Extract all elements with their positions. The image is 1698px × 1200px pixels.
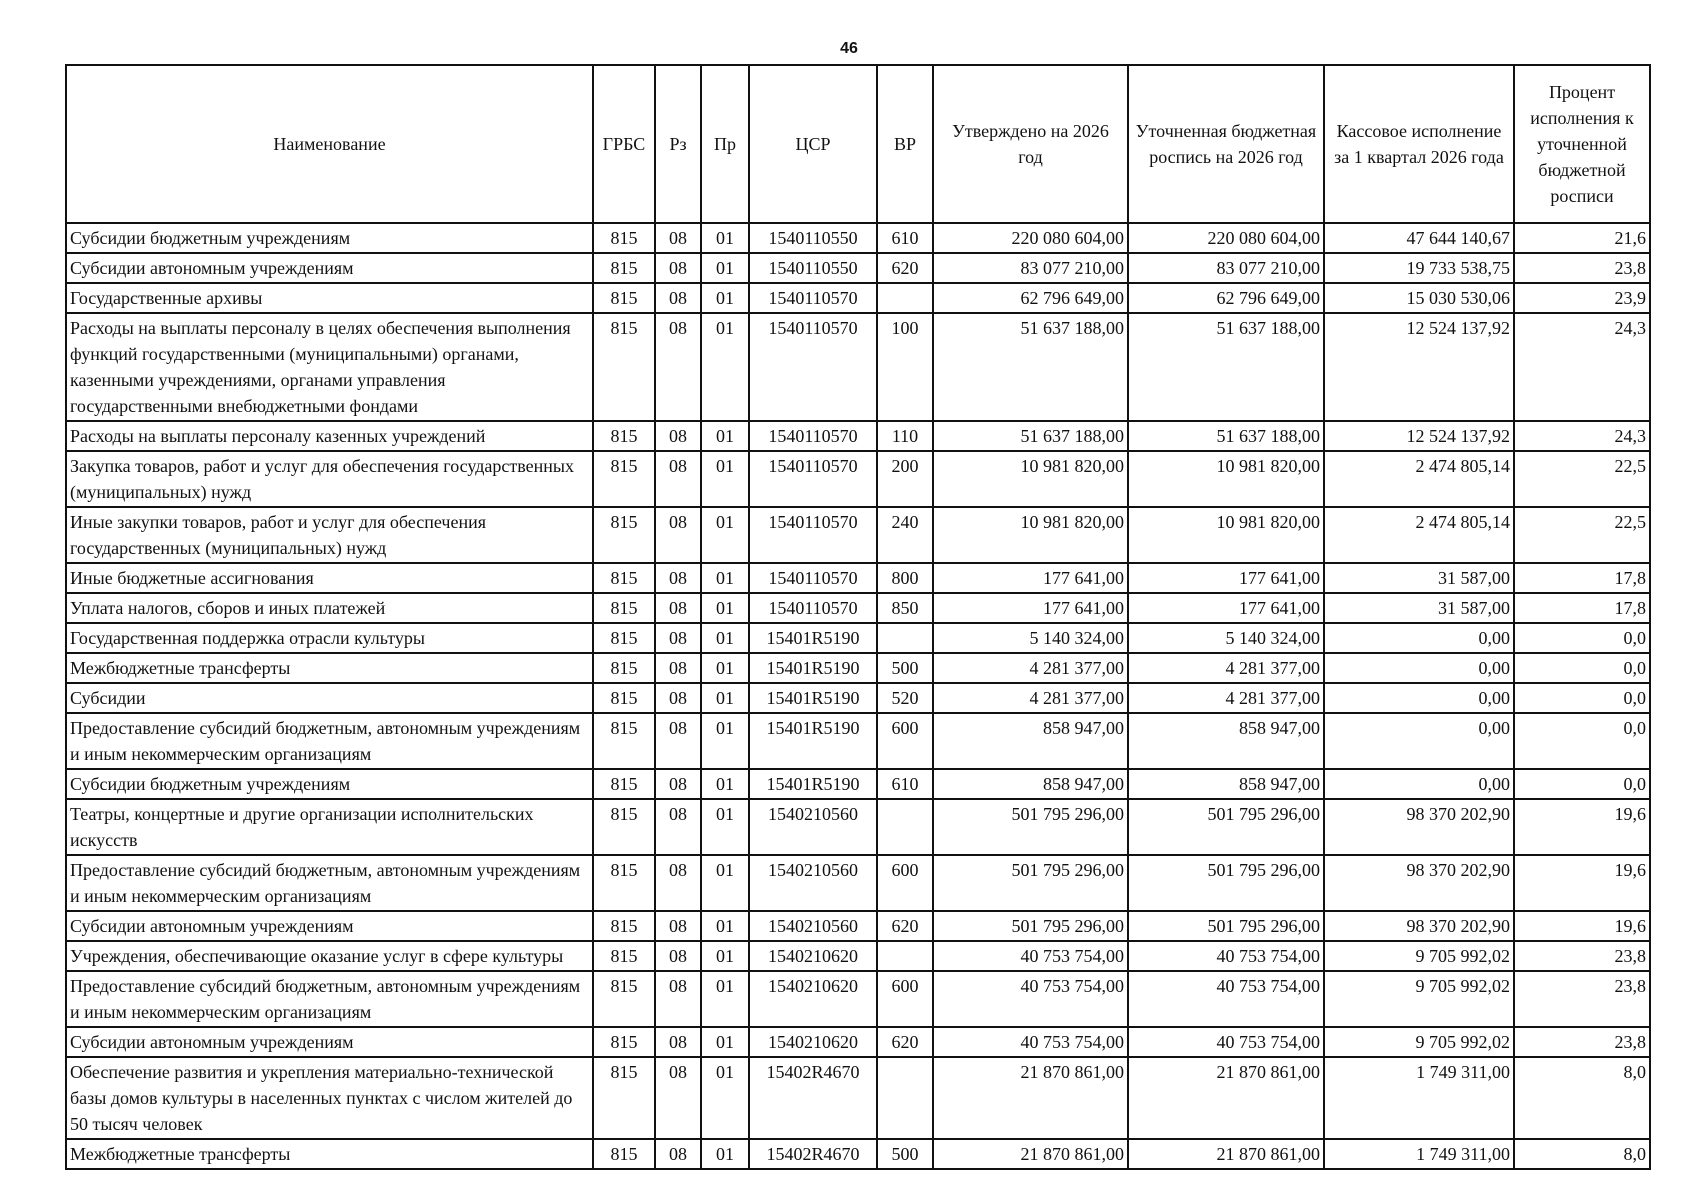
cell-csr: 1540110570 [749,283,877,313]
cell-refined: 40 753 754,00 [1128,971,1324,1027]
cell-rz: 08 [655,623,701,653]
cell-csr: 1540110570 [749,563,877,593]
cell-rz: 08 [655,1139,701,1169]
cell-refined: 177 641,00 [1128,593,1324,623]
cell-vr: 620 [877,253,933,283]
cell-name: Субсидии бюджетным учреждениям [66,223,593,253]
cell-refined: 21 870 861,00 [1128,1139,1324,1169]
table-row [66,253,1650,283]
table-row [66,653,1650,683]
cell-grbs: 815 [593,769,655,799]
cell-approved: 40 753 754,00 [933,941,1128,971]
budget-execution-table [65,64,1651,1170]
table-row [66,855,1650,911]
cell-grbs: 815 [593,283,655,313]
cell-grbs: 815 [593,313,655,421]
cell-rz: 08 [655,507,701,563]
cell-percent: 23,8 [1514,971,1650,1027]
page-number: 46 [840,40,858,57]
cell-grbs: 815 [593,799,655,855]
cell-rz: 08 [655,283,701,313]
cell-rz: 08 [655,911,701,941]
header-rz: Рз [655,65,701,223]
cell-executed: 0,00 [1324,653,1514,683]
cell-rz: 08 [655,683,701,713]
cell-grbs: 815 [593,451,655,507]
cell-vr: 600 [877,713,933,769]
cell-name: Театры, концертные и другие организации исполнительских искусств [66,799,593,855]
cell-rz: 08 [655,223,701,253]
cell-grbs: 815 [593,623,655,653]
cell-grbs: 815 [593,855,655,911]
cell-name: Обеспечение развития и укрепления материально-технической базы домов культуры в населенных пунктах с числом жителей до 50 тысяч человек [66,1057,593,1139]
cell-pr: 01 [701,911,749,941]
cell-grbs: 815 [593,593,655,623]
cell-percent: 23,8 [1514,1027,1650,1057]
cell-pr: 01 [701,713,749,769]
cell-refined: 40 753 754,00 [1128,1027,1324,1057]
cell-grbs: 815 [593,653,655,683]
cell-grbs: 815 [593,563,655,593]
cell-pr: 01 [701,451,749,507]
cell-rz: 08 [655,713,701,769]
cell-name: Закупка товаров, работ и услуг для обеспечения государственных (муниципальных) нужд [66,451,593,507]
cell-pr: 01 [701,971,749,1027]
cell-executed: 9 705 992,02 [1324,941,1514,971]
cell-grbs: 815 [593,253,655,283]
cell-vr: 610 [877,769,933,799]
cell-grbs: 815 [593,507,655,563]
cell-percent: 19,6 [1514,911,1650,941]
cell-approved: 10 981 820,00 [933,451,1128,507]
cell-grbs: 815 [593,941,655,971]
cell-pr: 01 [701,593,749,623]
header-approved: Утверждено на 2026 год [933,65,1128,223]
cell-refined: 4 281 377,00 [1128,683,1324,713]
cell-executed: 98 370 202,90 [1324,855,1514,911]
cell-vr: 600 [877,855,933,911]
cell-name: Расходы на выплаты персоналу в целях обеспечения выполнения функций государственными (муниципальными) органами, казенными учреждениями, органами управления государственными внебюджетными фондами [66,313,593,421]
cell-percent: 24,3 [1514,313,1650,421]
cell-executed: 98 370 202,90 [1324,799,1514,855]
cell-rz: 08 [655,1027,701,1057]
cell-approved: 21 870 861,00 [933,1139,1128,1169]
cell-pr: 01 [701,653,749,683]
cell-percent: 0,0 [1514,713,1650,769]
header-refined: Уточненная бюджетная роспись на 2026 год [1128,65,1324,223]
cell-rz: 08 [655,253,701,283]
cell-name: Предоставление субсидий бюджетным, автономным учреждениям и иным некоммерческим организациям [66,855,593,911]
cell-rz: 08 [655,653,701,683]
cell-grbs: 815 [593,1139,655,1169]
cell-pr: 01 [701,283,749,313]
cell-executed: 9 705 992,02 [1324,971,1514,1027]
cell-vr: 800 [877,563,933,593]
cell-refined: 501 795 296,00 [1128,799,1324,855]
cell-executed: 0,00 [1324,683,1514,713]
table-row [66,1057,1650,1139]
cell-rz: 08 [655,855,701,911]
cell-refined: 40 753 754,00 [1128,941,1324,971]
cell-approved: 501 795 296,00 [933,799,1128,855]
table-body [66,223,1650,1169]
cell-approved: 83 077 210,00 [933,253,1128,283]
cell-name: Иные закупки товаров, работ и услуг для обеспечения государственных (муниципальных) нужд [66,507,593,563]
cell-grbs: 815 [593,911,655,941]
header-executed: Кассовое исполнение за 1 квартал 2026 года [1324,65,1514,223]
cell-grbs: 815 [593,421,655,451]
cell-csr: 1540210620 [749,971,877,1027]
cell-name: Расходы на выплаты персоналу казенных учреждений [66,421,593,451]
table-row [66,283,1650,313]
cell-percent: 22,5 [1514,451,1650,507]
table-row [66,313,1650,421]
cell-vr: 200 [877,451,933,507]
cell-pr: 01 [701,855,749,911]
table-row [66,683,1650,713]
cell-pr: 01 [701,313,749,421]
cell-refined: 10 981 820,00 [1128,451,1324,507]
cell-pr: 01 [701,683,749,713]
cell-rz: 08 [655,313,701,421]
cell-rz: 08 [655,769,701,799]
table-row [66,507,1650,563]
cell-percent: 24,3 [1514,421,1650,451]
table-row [66,593,1650,623]
cell-refined: 62 796 649,00 [1128,283,1324,313]
cell-rz: 08 [655,1057,701,1139]
cell-refined: 21 870 861,00 [1128,1057,1324,1139]
cell-approved: 21 870 861,00 [933,1057,1128,1139]
table-row [66,799,1650,855]
cell-name: Субсидии автономным учреждениям [66,911,593,941]
cell-csr: 1540110570 [749,451,877,507]
cell-name: Межбюджетные трансферты [66,653,593,683]
cell-name: Учреждения, обеспечивающие оказание услуг в сфере культуры [66,941,593,971]
cell-name: Иные бюджетные ассигнования [66,563,593,593]
cell-vr: 110 [877,421,933,451]
header-csr: ЦСР [749,65,877,223]
cell-name: Субсидии автономным учреждениям [66,1027,593,1057]
cell-vr [877,799,933,855]
cell-approved: 40 753 754,00 [933,1027,1128,1057]
cell-csr: 1540210560 [749,911,877,941]
cell-pr: 01 [701,421,749,451]
cell-percent: 19,6 [1514,855,1650,911]
cell-name: Уплата налогов, сборов и иных платежей [66,593,593,623]
cell-rz: 08 [655,971,701,1027]
cell-executed: 0,00 [1324,623,1514,653]
cell-name: Государственная поддержка отрасли культуры [66,623,593,653]
cell-rz: 08 [655,451,701,507]
cell-vr [877,623,933,653]
cell-pr: 01 [701,507,749,563]
cell-executed: 2 474 805,14 [1324,507,1514,563]
cell-executed: 1 749 311,00 [1324,1057,1514,1139]
cell-grbs: 815 [593,713,655,769]
cell-approved: 177 641,00 [933,593,1128,623]
cell-percent: 17,8 [1514,593,1650,623]
cell-grbs: 815 [593,971,655,1027]
cell-rz: 08 [655,563,701,593]
table-row [66,1027,1650,1057]
cell-name: Субсидии бюджетным учреждениям [66,769,593,799]
cell-percent: 21,6 [1514,223,1650,253]
table-row [66,769,1650,799]
cell-csr: 15401R5190 [749,683,877,713]
cell-refined: 51 637 188,00 [1128,421,1324,451]
cell-percent: 0,0 [1514,653,1650,683]
cell-grbs: 815 [593,1027,655,1057]
cell-percent: 22,5 [1514,507,1650,563]
table-row [66,941,1650,971]
cell-refined: 177 641,00 [1128,563,1324,593]
cell-executed: 1 749 311,00 [1324,1139,1514,1169]
cell-csr: 15401R5190 [749,713,877,769]
cell-csr: 1540210620 [749,1027,877,1057]
cell-executed: 15 030 530,06 [1324,283,1514,313]
cell-vr: 850 [877,593,933,623]
cell-name: Субсидии [66,683,593,713]
cell-percent: 0,0 [1514,623,1650,653]
cell-vr: 620 [877,911,933,941]
cell-csr: 1540110550 [749,223,877,253]
cell-pr: 01 [701,623,749,653]
cell-percent: 23,8 [1514,253,1650,283]
cell-name: Межбюджетные трансферты [66,1139,593,1169]
cell-percent: 17,8 [1514,563,1650,593]
cell-vr: 520 [877,683,933,713]
cell-approved: 501 795 296,00 [933,911,1128,941]
header-percent: Процент исполнения к уточненной бюджетной росписи [1514,65,1650,223]
cell-percent: 0,0 [1514,683,1650,713]
cell-approved: 858 947,00 [933,713,1128,769]
cell-name: Предоставление субсидий бюджетным, автономным учреждениям и иным некоммерческим организациям [66,713,593,769]
cell-pr: 01 [701,1139,749,1169]
cell-pr: 01 [701,253,749,283]
cell-csr: 15402R4670 [749,1139,877,1169]
cell-percent: 8,0 [1514,1057,1650,1139]
cell-approved: 62 796 649,00 [933,283,1128,313]
cell-name: Государственные архивы [66,283,593,313]
cell-rz: 08 [655,941,701,971]
table-row [66,451,1650,507]
cell-csr: 1540110570 [749,313,877,421]
cell-percent: 0,0 [1514,769,1650,799]
cell-percent: 8,0 [1514,1139,1650,1169]
cell-csr: 1540110550 [749,253,877,283]
table-row [66,223,1650,253]
cell-approved: 4 281 377,00 [933,653,1128,683]
cell-grbs: 815 [593,683,655,713]
cell-pr: 01 [701,799,749,855]
cell-name: Субсидии автономным учреждениям [66,253,593,283]
cell-rz: 08 [655,421,701,451]
cell-csr: 15401R5190 [749,769,877,799]
cell-csr: 15401R5190 [749,623,877,653]
cell-executed: 19 733 538,75 [1324,253,1514,283]
cell-refined: 10 981 820,00 [1128,507,1324,563]
cell-csr: 15401R5190 [749,653,877,683]
cell-vr: 500 [877,653,933,683]
cell-vr [877,1057,933,1139]
header-grbs: ГРБС [593,65,655,223]
cell-csr: 1540210620 [749,941,877,971]
cell-csr: 1540110570 [749,593,877,623]
cell-approved: 220 080 604,00 [933,223,1128,253]
cell-pr: 01 [701,941,749,971]
cell-executed: 31 587,00 [1324,563,1514,593]
cell-executed: 2 474 805,14 [1324,451,1514,507]
cell-pr: 01 [701,769,749,799]
table-row [66,911,1650,941]
cell-percent: 23,8 [1514,941,1650,971]
cell-csr: 15402R4670 [749,1057,877,1139]
cell-name: Предоставление субсидий бюджетным, автономным учреждениям и иным некоммерческим организациям [66,971,593,1027]
cell-percent: 19,6 [1514,799,1650,855]
cell-vr: 240 [877,507,933,563]
cell-pr: 01 [701,1027,749,1057]
cell-approved: 10 981 820,00 [933,507,1128,563]
cell-refined: 858 947,00 [1128,769,1324,799]
cell-refined: 858 947,00 [1128,713,1324,769]
cell-executed: 0,00 [1324,713,1514,769]
cell-vr: 620 [877,1027,933,1057]
cell-refined: 220 080 604,00 [1128,223,1324,253]
cell-grbs: 815 [593,223,655,253]
cell-approved: 40 753 754,00 [933,971,1128,1027]
cell-refined: 501 795 296,00 [1128,911,1324,941]
cell-executed: 31 587,00 [1324,593,1514,623]
cell-executed: 12 524 137,92 [1324,313,1514,421]
cell-executed: 98 370 202,90 [1324,911,1514,941]
cell-csr: 1540210560 [749,799,877,855]
cell-vr: 500 [877,1139,933,1169]
cell-executed: 12 524 137,92 [1324,421,1514,451]
table-row [66,713,1650,769]
cell-approved: 858 947,00 [933,769,1128,799]
table-row [66,563,1650,593]
table-row [66,971,1650,1027]
table-row [66,623,1650,653]
header-name: Наименование [66,65,593,223]
cell-approved: 177 641,00 [933,563,1128,593]
cell-approved: 51 637 188,00 [933,313,1128,421]
cell-csr: 1540110570 [749,421,877,451]
cell-refined: 83 077 210,00 [1128,253,1324,283]
cell-refined: 501 795 296,00 [1128,855,1324,911]
cell-csr: 1540210560 [749,855,877,911]
cell-vr [877,283,933,313]
cell-vr: 100 [877,313,933,421]
cell-rz: 08 [655,799,701,855]
cell-approved: 5 140 324,00 [933,623,1128,653]
cell-refined: 5 140 324,00 [1128,623,1324,653]
cell-pr: 01 [701,223,749,253]
cell-executed: 0,00 [1324,769,1514,799]
cell-approved: 4 281 377,00 [933,683,1128,713]
table-row [66,1139,1650,1169]
cell-pr: 01 [701,563,749,593]
table-row [66,421,1650,451]
header-pr: Пр [701,65,749,223]
cell-executed: 47 644 140,67 [1324,223,1514,253]
cell-executed: 9 705 992,02 [1324,1027,1514,1057]
cell-rz: 08 [655,593,701,623]
cell-approved: 501 795 296,00 [933,855,1128,911]
cell-vr [877,941,933,971]
cell-approved: 51 637 188,00 [933,421,1128,451]
cell-refined: 4 281 377,00 [1128,653,1324,683]
table-header-row [66,65,1650,223]
cell-refined: 51 637 188,00 [1128,313,1324,421]
header-vr: ВР [877,65,933,223]
cell-csr: 1540110570 [749,507,877,563]
cell-vr: 610 [877,223,933,253]
cell-vr: 600 [877,971,933,1027]
cell-grbs: 815 [593,1057,655,1139]
cell-percent: 23,9 [1514,283,1650,313]
cell-pr: 01 [701,1057,749,1139]
